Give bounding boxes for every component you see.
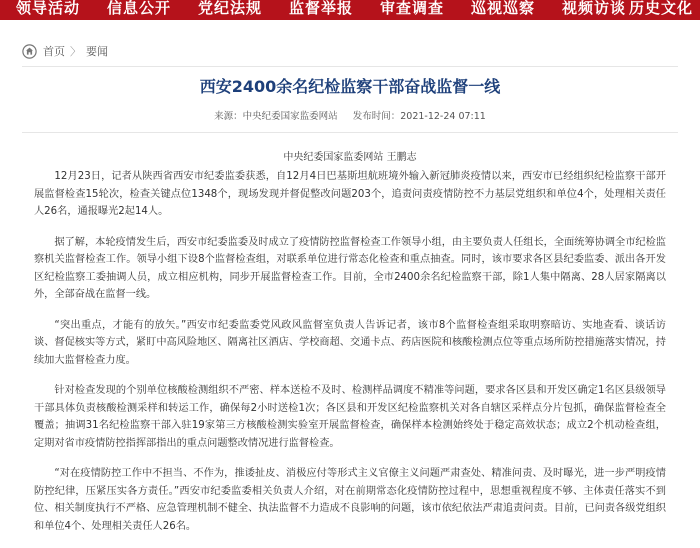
breadcrumb-home-link[interactable]: 首页 [43, 45, 65, 58]
article-byline: 中央纪委国家监委网站 王鹏志 [283, 152, 417, 163]
article-paragraph: “对在疫情防控工作中不担当、不作为，推诿扯皮、消极应付等形式主义官僚主义问题严肃查处、精准问责、及时曝光，进一步严明疫情防控纪律，压紧压实各方责任。”西安市纪委监委相关负责人介绍，对在前期常态化疫情防控过程中，思想重视程度不够、主体责任落实不到位、相关制度执行不严格、应急管理机制不健全、执法监督不力造成不良影响的问题，该市依纪依法严肃追责问责。目前，已问责各级党组织和单位4个、处理相关责任人26名。 [34, 468, 666, 532]
article-paragraph: “突出重点，才能有的放矢。”西安市纪委监委党风政风监督室负责人告诉记者，该市8个监督检查组采取明察暗访、实地查看、谈话访谈、督促核实等方式，紧盯中高风险地区、隔离社区酒店、学校商超、交通卡点、药店医院和核酸检测点位等重点场所防控措施落实情况，持续加大监督检查力度。 [34, 319, 666, 366]
article-paragraph: 针对检查发现的个别单位核酸检测组织不严密、样本送检不及时、检测样品调度不精准等问题，要求各区县和开发区确定1名区县级领导干部具体负责核酸检测采样和转运工作，确保每2小时送检1次；各区县和开发区纪检监察机关对各自辖区采样点分片包抓，确保监督检查全覆盖；抽调31名纪检监察干部入驻19家第三方核酸检测实验室开展监督检查，确保样本检测始终处于稳定高效状态；成立2个机动检查组，定期对省市疫情防控指挥部指出的重点问题整改情况进行监督检查。 [34, 385, 666, 449]
article-title: 西安2400余名纪检监察干部奋战监督一线 [199, 77, 501, 96]
nav-item-history-culture[interactable]: 历史文化 [629, 0, 694, 17]
home-icon[interactable] [22, 44, 37, 59]
nav-item-inspection-tour[interactable]: 巡视巡察 [471, 0, 536, 17]
nav-item-party-regulations[interactable]: 党纪法规 [198, 0, 263, 17]
breadcrumb-current[interactable]: 要闻 [86, 45, 108, 58]
source-value: 中央纪委国家监委网站 [242, 111, 338, 122]
breadcrumb [22, 42, 108, 60]
nav-item-video-interview[interactable]: 视频访谈 [562, 0, 627, 17]
nav-item-supervision-report[interactable]: 监督举报 [289, 0, 354, 17]
source-label: 来源： [214, 111, 243, 122]
nav-item-info-disclosure[interactable]: 信息公开 [107, 0, 172, 17]
date-info [353, 111, 486, 122]
date-value: 2021-12-24 07:11 [400, 111, 486, 122]
article-paragraph: 12月23日，记者从陕西省西安市纪委监委获悉，自12月4日巴基斯坦航班境外输入新冠肺炎疫情以来，西安市已经组织纪检监察干部开展监督检查15轮次，检查关键点位1348个，现场发现并督促整改问题203个，追责问责疫情防控不力基层党组织和单位4个，处理相关责任人26名，通报曝光2起14人。 [34, 171, 666, 217]
breadcrumb-separator: 〉 [70, 45, 81, 58]
article-paragraph: 据了解，本轮疫情发生后，西安市纪委监委及时成立了疫情防控监督检查工作领导小组，由主要负责人任组长，全面统筹协调全市纪检监察机关监督检查工作。领导小组下设8个监督检查组，对联系单位进行常态化检查和重点抽查。同时，该市要求各区县纪委监委、派出各开发区纪检监察工委抽调人员，成立相应机构，同步开展监督检查工作。目前，全市2400余名纪检监察干部，除1人集中隔离、28人居家隔离以外，全部奋战在监督一线。 [34, 236, 666, 300]
nav-item-investigation[interactable]: 审查调查 [380, 0, 445, 17]
top-nav-bar [0, 0, 700, 20]
nav-item-leadership[interactable]: 领导活动 [16, 0, 81, 17]
source-info [214, 111, 338, 122]
article-body [34, 168, 666, 548]
date-label: 发布时间： [352, 111, 401, 122]
divider [22, 66, 678, 67]
divider [22, 132, 678, 133]
article-meta [0, 108, 700, 122]
